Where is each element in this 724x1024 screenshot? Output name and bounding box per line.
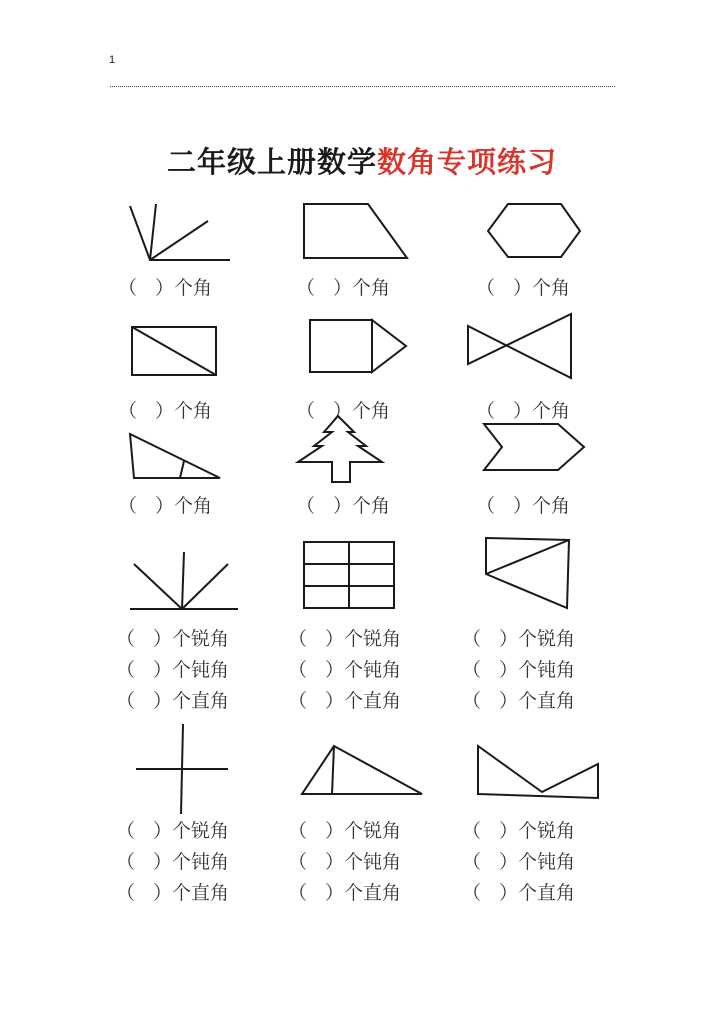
answer-blank-13-right[interactable]: （ ）个直角 (116, 882, 230, 904)
figure-grid-rectangle (298, 536, 400, 614)
answer-blank-1[interactable]: （ ）个角 (118, 277, 213, 299)
answer-label: 个钝角 (518, 659, 576, 681)
figure-quadrilateral-diagonal (480, 534, 576, 614)
answer-label: 个直角 (172, 882, 230, 904)
answer-blank-10-acute[interactable]: （ ）个锐角 (116, 628, 230, 650)
answer-label: 个锐角 (518, 628, 576, 650)
figure-arrow-chevron (478, 418, 590, 476)
answer-label: 个直角 (518, 690, 576, 712)
answer-label: 个锐角 (344, 628, 402, 650)
figure-right-triangle-with-segment (124, 428, 228, 484)
answer-blank-12-obtuse[interactable]: （ ）个钝角 (462, 659, 576, 681)
answer-label: 个角 (352, 277, 391, 299)
answer-blank-13-acute[interactable]: （ ）个锐角 (116, 820, 230, 842)
header-rule (110, 86, 615, 87)
answer-label: 个直角 (172, 690, 230, 712)
answer-label: 个角 (532, 495, 571, 517)
title-black-part: 二年级上册数学 (166, 145, 377, 179)
answer-label: 个角 (174, 277, 213, 299)
answer-label: 个直角 (518, 882, 576, 904)
figure-bowtie (460, 308, 580, 386)
answer-blank-7[interactable]: （ ）个角 (118, 495, 213, 517)
answer-label: 个钝角 (172, 851, 230, 873)
figure-triangle-with-segment (296, 740, 428, 800)
answer-blank-13-obtuse[interactable]: （ ）个钝角 (116, 851, 230, 873)
answer-blank-9[interactable]: （ ）个角 (476, 495, 571, 517)
answer-blank-12-acute[interactable]: （ ）个锐角 (462, 628, 576, 650)
answer-blank-5[interactable]: （ ）个角 (296, 400, 391, 422)
figure-pine-tree (292, 412, 388, 486)
figure-v-rays-on-line (126, 548, 242, 614)
answer-label: 个钝角 (344, 851, 402, 873)
answer-blank-12-right[interactable]: （ ）个直角 (462, 690, 576, 712)
answer-blank-14-right[interactable]: （ ）个直角 (288, 882, 402, 904)
answer-blank-10-obtuse[interactable]: （ ）个钝角 (116, 659, 230, 681)
answer-label: 个钝角 (172, 659, 230, 681)
answer-blank-2[interactable]: （ ）个角 (296, 277, 391, 299)
figure-hexagon (480, 198, 590, 264)
answer-label: 个锐角 (344, 820, 402, 842)
figure-trapezoid (296, 198, 416, 264)
answer-blank-4[interactable]: （ ）个角 (118, 400, 213, 422)
figure-w-shape (472, 740, 604, 802)
answer-blank-15-right[interactable]: （ ）个直角 (462, 882, 576, 904)
answer-blank-8[interactable]: （ ）个角 (296, 495, 391, 517)
answer-blank-11-acute[interactable]: （ ）个锐角 (288, 628, 402, 650)
answer-label: 个角 (174, 495, 213, 517)
answer-label: 个角 (532, 400, 571, 422)
figure-square-with-triangle (302, 314, 414, 376)
answer-label: 个角 (174, 400, 213, 422)
answer-label: 个直角 (344, 690, 402, 712)
answer-label: 个角 (352, 400, 391, 422)
title-red-part: 数角专项练习 (377, 145, 558, 179)
answer-label: 个直角 (344, 882, 402, 904)
answer-label: 个锐角 (172, 628, 230, 650)
answer-label: 个钝角 (344, 659, 402, 681)
answer-blank-14-acute[interactable]: （ ）个锐角 (288, 820, 402, 842)
figure-cross-lines (130, 720, 232, 818)
answer-blank-14-obtuse[interactable]: （ ）个钝角 (288, 851, 402, 873)
page-number: 1 (109, 54, 116, 66)
answer-blank-6[interactable]: （ ）个角 (476, 400, 571, 422)
answer-label: 个锐角 (172, 820, 230, 842)
answer-blank-3[interactable]: （ ）个角 (476, 277, 571, 299)
answer-label: 个锐角 (518, 820, 576, 842)
answer-label: 个角 (352, 495, 391, 517)
answer-label: 个角 (532, 277, 571, 299)
answer-blank-15-acute[interactable]: （ ）个锐角 (462, 820, 576, 842)
answer-label: 个钝角 (518, 851, 576, 873)
figure-rays-fan (120, 200, 240, 266)
figure-rectangle-diagonal (126, 320, 222, 382)
answer-blank-11-obtuse[interactable]: （ ）个钝角 (288, 659, 402, 681)
answer-blank-11-right[interactable]: （ ）个直角 (288, 690, 402, 712)
answer-blank-15-obtuse[interactable]: （ ）个钝角 (462, 851, 576, 873)
page-title (0, 140, 724, 181)
answer-blank-10-right[interactable]: （ ）个直角 (116, 690, 230, 712)
